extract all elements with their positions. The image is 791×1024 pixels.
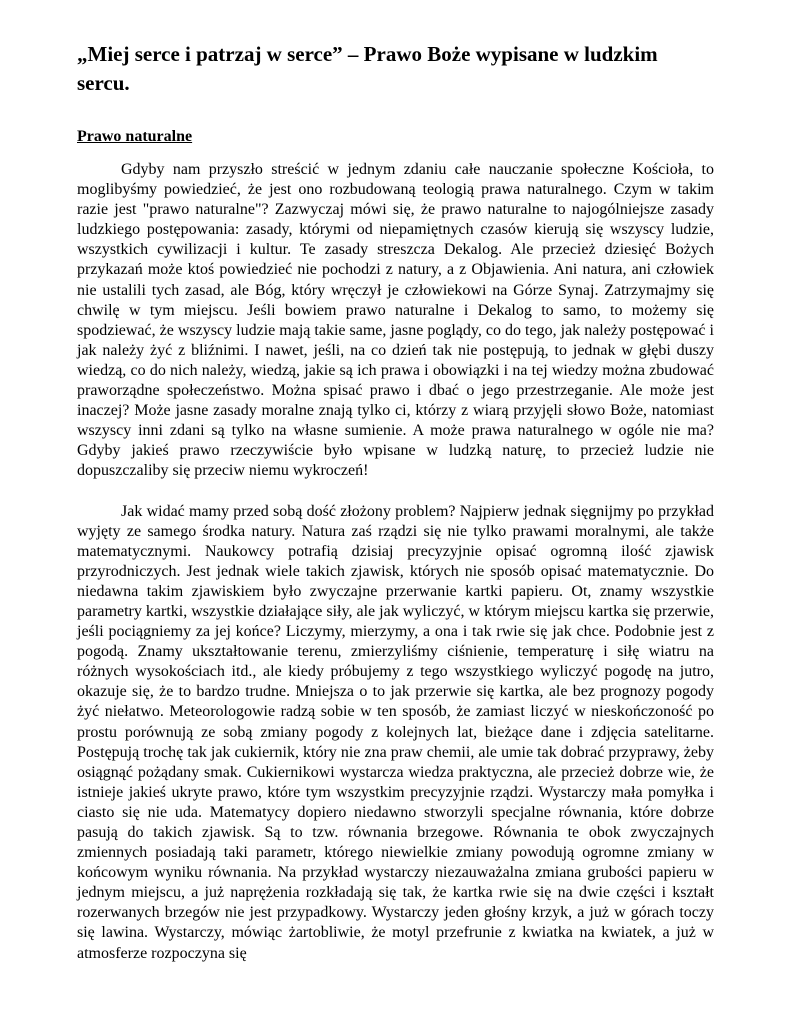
paragraph-2: Jak widać mamy przed sobą dość złożony problem? Najpierw jednak sięgnijmy po przykład wyjęty ze samego środka natury. Natura zaś rządzi się nie tylko prawami moralnymi, ale także matematycznymi. Naukowcy potrafią dzisiaj precyzyjnie opisać ogromną ilość zjawisk przyrodniczych. Jest jednak wiele takich zjawisk, których nie sposób opisać matematycznie. Do niedawna takim zjawiskiem było zwyczajne przerwanie kartki papieru. Ot, znamy wszystkie parametry kartki, wszystkie działające siły, ale jak wyliczyć, w którym miejscu kartka się przerwie, jeśli pociągniemy za jej końce? Liczymy, mierzymy, a ona i tak rwie się jak chce. Podobnie jest z pogodą. Znamy ukształtowanie terenu, zmierzyliśmy ciśnienie, temperaturę i siłę wiatru na różnych wysokościach itd., ale kiedy próbujemy z tego wszystkiego wyliczyć pogodę na jutro, okazuje się, że to bardzo trudne. Mniejsza o to jak przerwie się kartka, ale bez prognozy pogody żyć niełatwo. Meteorologowie radzą sobie w ten sposób, że zamiast liczyć w nieskończoność po prostu porównują ze sobą zmiany pogody z kolejnych lat, bieżące dane i zdjęcia satelitarne. Postępują trochę tak jak cukiernik, który nie zna praw chemii, ale umie tak dobrać przyprawy, żeby osiągnąć pożądany smak. Cukiernikowi wystarcza wiedza praktyczna, ale przecież dobrze wie, że istnieje jakieś ukryte prawo, które tym wszystkim precyzyjnie rządzi. Wystarczy mała pomyłka i ciasto się nie uda. Matematycy dopiero niedawno stworzyli specjalne równania, które dobrze pasują do takich zjawisk. Są to tzw. równania brzegowe. Równania te obok zwyczajnych zmiennych posiadają taki parametr, którego niewielkie zmiany powodują ogromne zmiany w końcowym wyniku równania. Na przykład wystarczy niezauważalna zmiana grubości papieru w jednym miejscu, a już naprężenia rozkładają się tak, że kartka rwie się na dwie części i kształt rozerwanych brzegów nie jest przypadkowy. Wystarczy jeden głośny krzyk, a już w górach toczy się lawina. Wystarczy, mówiąc żartobliwie, że motyl przefrunie z kwiatka na kwiatek, a już w atmosferze rozpoczyna się: [77, 502, 714, 962]
section-heading: Prawo naturalne: [77, 128, 193, 145]
document-page: [77, 40, 714, 964]
document-title: „Miej serce i patrzaj w serce” – Prawo Boże wypisane w ludzkim sercu.: [77, 42, 658, 95]
paragraph-1: Gdyby nam przyszło streścić w jednym zdaniu całe nauczanie społeczne Kościoła, to moglibyśmy powiedzieć, że jest ono rozbudowaną teologią prawa naturalnego. Czym w takim razie jest "prawo naturalne"? Zazwyczaj mówi się, że prawo naturalne to najogólniejsze zasady ludzkiego postępowania: zasady, którymi od niepamiętnych czasów kierują się wszyscy ludzie, wszystkich cywilizacji i kultur. Te zasady streszcza Dekalog. Ale przecież dziesięć Bożych przykazań może ktoś powiedzieć nie pochodzi z natury, a z Objawienia. Ani natura, ani człowiek nie ustalili tych zasad, ale Bóg, który wręczył je człowiekowi na Górze Synaj. Zatrzymajmy się chwilę w tym miejscu. Jeśli bowiem prawo naturalne i Dekalog to samo, to możemy się spodziewać, że wszyscy ludzie mają takie same, jasne poglądy, co do tego, jak należy postępować i jak należy żyć z bliźnimi. I nawet, jeśli, na co dzień tak nie postępują, to jednak w głębi duszy wiedzą, co do nich należy, wiedzą, jakie są ich prawa i obowiązki i na tej wiedzy można zbudować praworządne społeczeństwo. Można spisać prawo i dbać o jego przestrzeganie. Ale może jest inaczej? Może jasne zasady moralne znają tylko ci, którzy z wiarą przyjęli słowo Boże, natomiast wszyscy inni zdani są tylko na własne sumienie. A może prawa naturalnego w ogóle nie ma? Gdyby jakieś prawo rzeczywiście było wpisane w ludzką naturę, to przecież ludzie nie dopuszczaliby się przeciw niemu wykroczeń!: [77, 161, 714, 480]
